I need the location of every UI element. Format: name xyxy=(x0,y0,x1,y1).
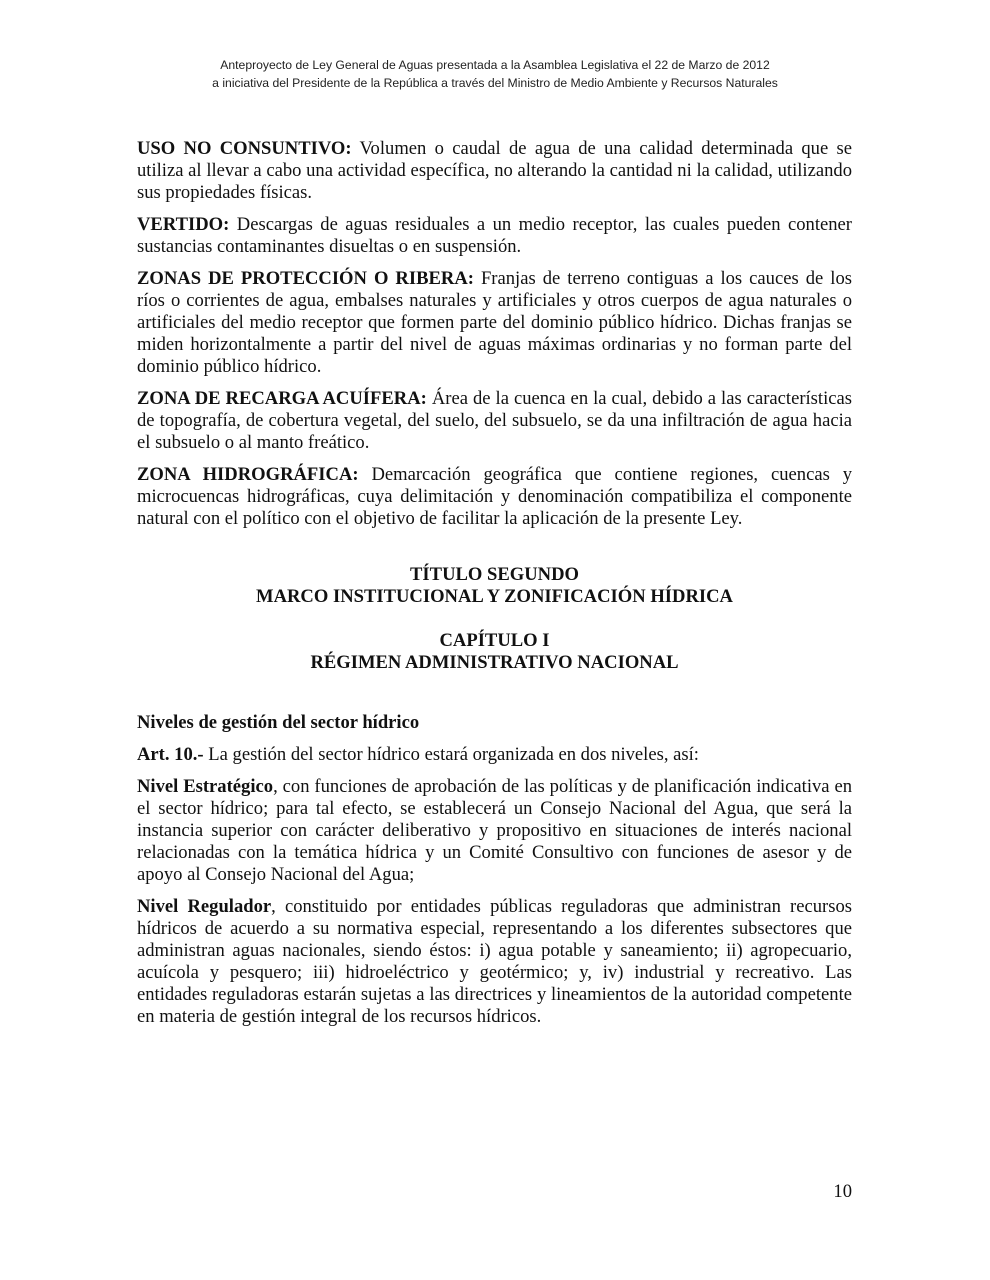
document-body xyxy=(137,138,852,1038)
level-term: Nivel Regulador xyxy=(137,896,272,917)
article-text: La gestión del sector hídrico estará organizada en dos niveles, así: xyxy=(203,744,699,765)
level-term: Nivel Estratégico xyxy=(137,776,274,797)
definition-zona-recarga xyxy=(137,388,852,454)
definition-uso-no-consuntivo xyxy=(137,138,852,204)
definition-vertido xyxy=(137,214,852,258)
definition-term: VERTIDO: xyxy=(137,214,230,235)
definition-text: Área de la cuenca en la cual, debido a las características de topografía, de cobertura vegetal, del suelo, del subsuelo, se da una infiltración de agua hacia el subsuelo o al manto freático. xyxy=(137,388,852,453)
definition-zonas-proteccion xyxy=(137,268,852,378)
definition-term: ZONA DE RECARGA ACUÍFERA: xyxy=(137,388,427,409)
title-heading xyxy=(137,564,852,608)
chapter-heading xyxy=(137,630,852,674)
definition-term: ZONA HIDROGRÁFICA: xyxy=(137,464,359,485)
definition-term: USO NO CONSUNTIVO: xyxy=(137,138,352,159)
definition-term: ZONAS DE PROTECCIÓN O RIBERA: xyxy=(137,268,474,289)
page-number: 10 xyxy=(833,1181,852,1202)
title-line-2: MARCO INSTITUCIONAL Y ZONIFICACIÓN HÍDRICA xyxy=(256,586,733,607)
definition-text: Franjas de terreno contiguas a los cauces de los ríos o corrientes de agua, embalses naturales y artificiales y otros cuerpos de agua naturales o artificiales del medio receptor que formen parte del dominio público hídrico. Dichas franjas se miden horizontalmente a partir del nivel de aguas máximas ordinarias y no forman parte del dominio público hídrico. xyxy=(137,268,852,377)
article-label: Art. 10.- xyxy=(137,744,204,765)
level-text: , constituido por entidades públicas reguladoras que administran recursos hídricos de acuerdo a su normativa especial, representando a los diferentes subsectores que administran aguas nacionales, siendo éstos: i) agua potable y saneamiento; ii) agropecuario, acuícola y pesquero; iii) hidroeléctrico y geotérmico; y, iv) industrial y recreativo. Las entidades reguladoras estarán sujetas a las directrices y lineamientos de la autoridad competente en materia de gestión integral de los recursos hídricos. xyxy=(137,896,852,1027)
definition-text: Demarcación geográfica que contiene regiones, cuencas y microcuencas hidrográficas, cuya delimitación y denominación compatibiliza el componente natural con el político con el objetivo de facilitar la aplicación de la presente Ley. xyxy=(137,464,853,529)
header-line-2: a iniciativa del Presidente de la República a través del Ministro de Medio Ambiente y Recursos Naturales xyxy=(212,76,778,90)
header-line-1: Anteproyecto de Ley General de Aguas presentada a la Asamblea Legislativa el 22 de Marzo de 2012 xyxy=(220,58,770,72)
article-10 xyxy=(137,744,852,766)
definition-text: Volumen o caudal de agua de una calidad determinada que se utiliza al llevar a cabo una actividad específica, no alterando la cantidad ni la calidad, utilizando sus propiedades físicas. xyxy=(137,138,852,203)
title-line-1: TÍTULO SEGUNDO xyxy=(410,564,579,585)
level-estrategico xyxy=(137,776,852,886)
definition-text: Descargas de aguas residuales a un medio receptor, las cuales pueden contener sustancias contaminantes disueltas o en suspensión. xyxy=(137,214,852,257)
chapter-line-1: CAPÍTULO I xyxy=(439,630,550,651)
definition-zona-hidrografica xyxy=(137,464,852,530)
chapter-line-2: RÉGIMEN ADMINISTRATIVO NACIONAL xyxy=(310,652,679,673)
page-header xyxy=(0,56,990,92)
level-text: , con funciones de aprobación de las políticas y de planificación indicativa en el sector hídrico; para tal efecto, se establecerá un Consejo Nacional del Agua, que será la instancia superior con carácter deliberativo y propositivo en situaciones de interés nacional relacionadas con la temática hídrica y un Comité Consultivo con funciones de asesor y de apoyo al Consejo Nacional del Agua; xyxy=(137,776,853,885)
level-regulador xyxy=(137,896,852,1028)
section-heading: Niveles de gestión del sector hídrico xyxy=(137,712,420,733)
